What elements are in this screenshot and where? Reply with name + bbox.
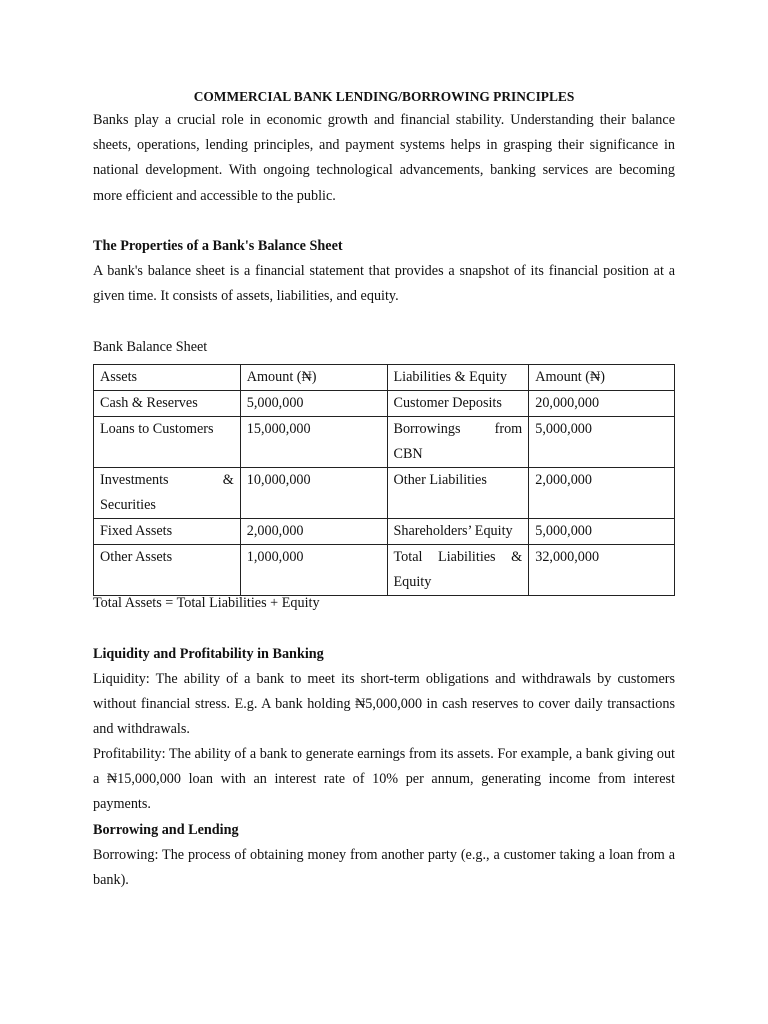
balance-equation: Total Assets = Total Liabilities + Equity: [93, 595, 320, 611]
liquidity-heading: Liquidity and Profitability in Banking: [93, 646, 324, 662]
liability-amount: 5,000,000: [529, 519, 675, 545]
intro-paragraph: Banks play a crucial role in economic growth and financial stability. Understanding their balance sheets, operations, lending principles, and payment systems helps in grasping their significance in national development. With ongoing technological advancements, banking services are becoming more efficient and accessible to the public.: [93, 112, 675, 204]
table-row: [94, 545, 675, 596]
header-assets: Assets: [94, 365, 241, 391]
asset-amount: 2,000,000: [240, 519, 387, 545]
profitability-paragraph: Profitability: The ability of a bank to generate earnings from its assets. For example, a bank giving out a ₦15,000,000 loan with an interest rate of 10% per annum, generating income from interest payments.: [93, 746, 675, 813]
liability-amount: 20,000,000: [529, 391, 675, 417]
table-caption: Bank Balance Sheet: [93, 339, 208, 355]
asset-name: Fixed Assets: [94, 519, 241, 545]
liability-name: Total Liabilities & Equity: [387, 545, 529, 596]
asset-amount: 1,000,000: [240, 545, 387, 596]
asset-amount: 5,000,000: [240, 391, 387, 417]
document-title: COMMERCIAL BANK LENDING/BORROWING PRINCIPLES: [193, 89, 575, 104]
balance-sheet-heading: The Properties of a Bank's Balance Sheet: [93, 238, 343, 254]
asset-amount: 15,000,000: [240, 417, 387, 468]
liability-name: Other Liabilities: [387, 468, 529, 519]
header-liabilities-equity: Liabilities & Equity: [387, 365, 529, 391]
liability-name: Customer Deposits: [387, 391, 529, 417]
borrowing-paragraph: Borrowing: The process of obtaining money from another party (e.g., a customer taking a loan from a bank).: [93, 847, 675, 889]
table-header-row: [94, 365, 675, 391]
table-row: [94, 519, 675, 545]
asset-name: Cash & Reserves: [94, 391, 241, 417]
liability-amount: 32,000,000: [529, 545, 675, 596]
header-amount-liabilities: Amount (₦): [529, 365, 675, 391]
asset-name: Loans to Customers: [94, 417, 241, 468]
liability-name: Shareholders’ Equity: [387, 519, 529, 545]
borrowing-heading: Borrowing and Lending: [93, 822, 239, 838]
liability-name: Borrowings from CBN: [387, 417, 529, 468]
table-row: [94, 391, 675, 417]
balance-sheet-table: [93, 364, 675, 596]
table-row: [94, 417, 675, 468]
balance-sheet-description: A bank's balance sheet is a financial statement that provides a snapshot of its financial position at a given time. It consists of assets, liabilities, and equity.: [93, 263, 675, 305]
asset-amount: 10,000,000: [240, 468, 387, 519]
liquidity-paragraph: Liquidity: The ability of a bank to meet its short-term obligations and withdrawals by customers without financial stress. E.g. A bank holding ₦5,000,000 in cash reserves to cover daily transactions and withdrawals.: [93, 671, 675, 738]
header-amount-assets: Amount (₦): [240, 365, 387, 391]
asset-name: Investments & Securities: [94, 468, 241, 519]
asset-name: Other Assets: [94, 545, 241, 596]
liability-amount: 5,000,000: [529, 417, 675, 468]
liability-amount: 2,000,000: [529, 468, 675, 519]
table-row: [94, 468, 675, 519]
